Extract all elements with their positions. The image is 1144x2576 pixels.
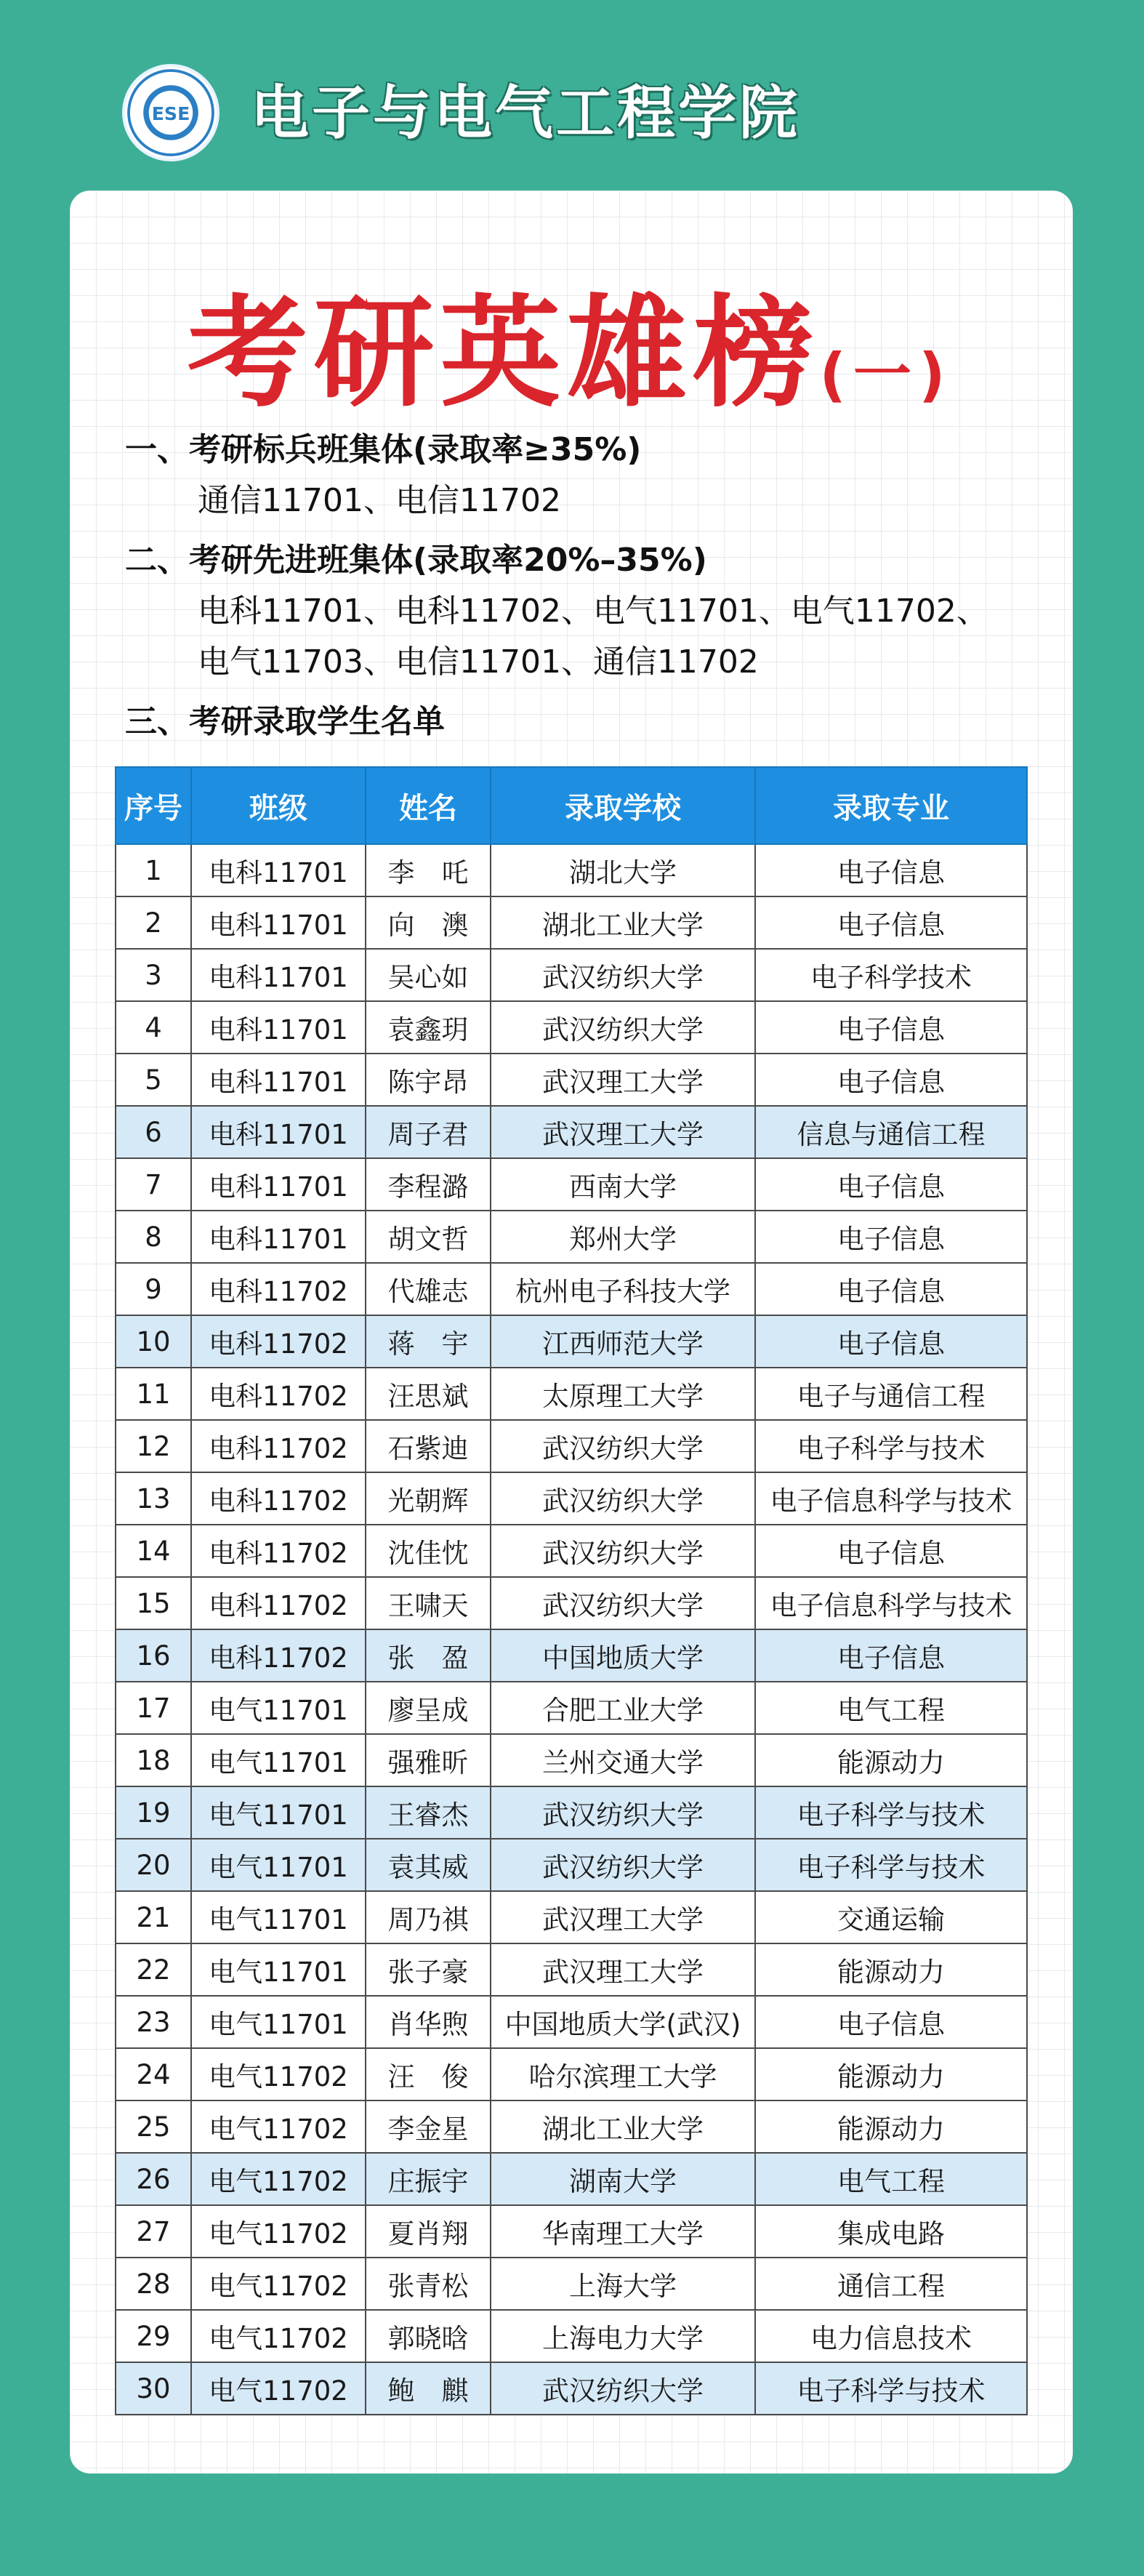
cell-major: 电子信息 (755, 1001, 1027, 1054)
cell-major: 电子信息 (755, 1211, 1027, 1263)
cell-class: 电气11702 (191, 2362, 366, 2415)
cell-school: 上海电力大学 (491, 2310, 755, 2362)
cell-index: 30 (116, 2362, 191, 2415)
cell-major: 电子信息科学与技术 (755, 1577, 1027, 1629)
table-row (116, 1891, 1027, 1943)
table-row (116, 1106, 1027, 1158)
cell-index: 19 (116, 1786, 191, 1839)
table-row (116, 1315, 1027, 1368)
cell-class: 电科11701 (191, 896, 366, 949)
cell-major: 能源动力 (755, 1734, 1027, 1786)
cell-name: 代雄志 (366, 1263, 491, 1315)
section-model-classes (125, 425, 641, 526)
table-row (116, 1211, 1027, 1263)
cell-name: 吴心如 (366, 949, 491, 1001)
table-row (116, 1629, 1027, 1682)
cell-name: 周乃祺 (366, 1891, 491, 1943)
cell-name: 鲍 麒 (366, 2362, 491, 2415)
cell-name: 袁鑫玥 (366, 1001, 491, 1054)
cell-school: 武汉纺织大学 (491, 1420, 755, 1472)
cell-school: 合肥工业大学 (491, 1682, 755, 1734)
cell-class: 电科11701 (191, 949, 366, 1001)
cell-school: 湖北大学 (491, 844, 755, 896)
table-row (116, 1996, 1027, 2048)
cell-class: 电气11702 (191, 2048, 366, 2100)
cell-name: 肖华煦 (366, 1996, 491, 2048)
cell-school: 武汉纺织大学 (491, 2362, 755, 2415)
table-header-row (116, 767, 1027, 844)
cell-index: 4 (116, 1001, 191, 1054)
cell-index: 18 (116, 1734, 191, 1786)
table-row (116, 896, 1027, 949)
cell-name: 王睿杰 (366, 1786, 491, 1839)
cell-class: 电科11702 (191, 1368, 366, 1420)
cell-class: 电科11701 (191, 1106, 366, 1158)
cell-class: 电气11701 (191, 1891, 366, 1943)
cell-index: 25 (116, 2100, 191, 2153)
header-class: 班级 (191, 767, 366, 844)
table-row (116, 1839, 1027, 1891)
cell-school: 武汉理工大学 (491, 1891, 755, 1943)
cell-major: 能源动力 (755, 2048, 1027, 2100)
cell-index: 27 (116, 2205, 191, 2258)
cell-index: 20 (116, 1839, 191, 1891)
header-major: 录取专业 (755, 767, 1027, 844)
table-row (116, 2100, 1027, 2153)
table-row (116, 844, 1027, 896)
cell-name: 陈宇昂 (366, 1054, 491, 1106)
cell-major: 电力信息技术 (755, 2310, 1027, 2362)
cell-major: 电子科学与技术 (755, 2362, 1027, 2415)
cell-school: 武汉理工大学 (491, 1054, 755, 1106)
cell-index: 13 (116, 1472, 191, 1525)
section2-line: 电气11703、电信11701、通信11702 (198, 643, 759, 681)
cell-major: 电子信息 (755, 1263, 1027, 1315)
cell-name: 李金星 (366, 2100, 491, 2153)
cell-class: 电气11702 (191, 2205, 366, 2258)
table-row (116, 1525, 1027, 1577)
cell-class: 电气11701 (191, 1943, 366, 1996)
cell-school: 中国地质大学(武汉) (491, 1996, 755, 2048)
cell-major: 电气工程 (755, 2153, 1027, 2205)
cell-index: 3 (116, 949, 191, 1001)
cell-major: 电子信息 (755, 1525, 1027, 1577)
title-main: 考研英雄榜 (187, 284, 820, 424)
cell-class: 电气11701 (191, 1839, 366, 1891)
table-row (116, 1682, 1027, 1734)
cell-index: 1 (116, 844, 191, 896)
cell-name: 光朝辉 (366, 1472, 491, 1525)
cell-school: 武汉纺织大学 (491, 1525, 755, 1577)
cell-school: 湖南大学 (491, 2153, 755, 2205)
cell-major: 电子信息 (755, 896, 1027, 949)
header-name: 姓名 (366, 767, 491, 844)
cell-school: 武汉理工大学 (491, 1106, 755, 1158)
cell-index: 26 (116, 2153, 191, 2205)
cell-school: 太原理工大学 (491, 1368, 755, 1420)
cell-name: 胡文哲 (366, 1211, 491, 1263)
cell-class: 电气11702 (191, 2310, 366, 2362)
cell-major: 电子信息 (755, 1629, 1027, 1682)
cell-school: 华南理工大学 (491, 2205, 755, 2258)
page-header (0, 0, 1144, 190)
cell-major: 电子与通信工程 (755, 1368, 1027, 1420)
cell-school: 湖北工业大学 (491, 2100, 755, 2153)
cell-class: 电科11702 (191, 1629, 366, 1682)
cell-major: 电子信息 (755, 844, 1027, 896)
cell-name: 廖呈成 (366, 1682, 491, 1734)
cell-index: 12 (116, 1420, 191, 1472)
cell-major: 电子信息 (755, 1315, 1027, 1368)
cell-school: 武汉纺织大学 (491, 1577, 755, 1629)
cell-name: 郭晓晗 (366, 2310, 491, 2362)
table-row (116, 1472, 1027, 1525)
cell-school: 兰州交通大学 (491, 1734, 755, 1786)
cell-class: 电科11702 (191, 1525, 366, 1577)
table-row (116, 1368, 1027, 1420)
cell-name: 沈佳忱 (366, 1525, 491, 1577)
cell-class: 电气11701 (191, 1734, 366, 1786)
cell-major: 电子信息科学与技术 (755, 1472, 1027, 1525)
cell-school: 江西师范大学 (491, 1315, 755, 1368)
cell-index: 14 (116, 1525, 191, 1577)
section-advanced-classes (125, 535, 988, 688)
cell-school: 武汉纺织大学 (491, 1472, 755, 1525)
cell-major: 能源动力 (755, 2100, 1027, 2153)
table-row (116, 1054, 1027, 1106)
section2-line: 电科11701、电科11702、电气11701、电气11702、 (198, 593, 988, 630)
cell-class: 电科11702 (191, 1263, 366, 1315)
cell-class: 电科11702 (191, 1420, 366, 1472)
cell-class: 电科11702 (191, 1472, 366, 1525)
table-row (116, 2362, 1027, 2415)
cell-index: 8 (116, 1211, 191, 1263)
cell-school: 中国地质大学 (491, 1629, 755, 1682)
cell-class: 电气11702 (191, 2153, 366, 2205)
title-suffix: (一) (819, 341, 953, 409)
table-row (116, 1001, 1027, 1054)
cell-class: 电科11701 (191, 1158, 366, 1211)
cell-class: 电科11701 (191, 1211, 366, 1263)
cell-school: 武汉纺织大学 (491, 949, 755, 1001)
cell-name: 夏肖翔 (366, 2205, 491, 2258)
table-row (116, 2048, 1027, 2100)
table-row (116, 2153, 1027, 2205)
cell-major: 交通运输 (755, 1891, 1027, 1943)
cell-major: 电子科学与技术 (755, 1420, 1027, 1472)
table-row (116, 1577, 1027, 1629)
cell-class: 电气11701 (191, 1786, 366, 1839)
table-row (116, 2258, 1027, 2310)
cell-class: 电气11702 (191, 2100, 366, 2153)
table-row (116, 2310, 1027, 2362)
table-row (116, 1943, 1027, 1996)
cell-index: 11 (116, 1368, 191, 1420)
cell-name: 李 吒 (366, 844, 491, 896)
cell-school: 武汉纺织大学 (491, 1839, 755, 1891)
content-panel (70, 190, 1073, 2473)
table-body (116, 844, 1027, 2415)
cell-name: 李程潞 (366, 1158, 491, 1211)
cell-name: 汪思斌 (366, 1368, 491, 1420)
cell-name: 张子豪 (366, 1943, 491, 1996)
section2-heading: 二、考研先进班集体(录取率20%–35%) (125, 542, 707, 579)
cell-name: 袁其威 (366, 1839, 491, 1891)
cell-name: 张 盈 (366, 1629, 491, 1682)
table-row (116, 1786, 1027, 1839)
cell-index: 21 (116, 1891, 191, 1943)
cell-class: 电气11702 (191, 2258, 366, 2310)
cell-index: 23 (116, 1996, 191, 2048)
cell-name: 蒋 宇 (366, 1315, 491, 1368)
cell-index: 22 (116, 1943, 191, 1996)
cell-major: 电子信息 (755, 1158, 1027, 1211)
cell-major: 电子信息 (755, 1996, 1027, 2048)
table-row (116, 1158, 1027, 1211)
header-school: 录取学校 (491, 767, 755, 844)
cell-major: 电子科学与技术 (755, 1839, 1027, 1891)
cell-major: 电子科学与技术 (755, 1786, 1027, 1839)
table-row (116, 1734, 1027, 1786)
header-index: 序号 (116, 767, 191, 844)
section-student-list (125, 697, 445, 747)
cell-index: 16 (116, 1629, 191, 1682)
school-name: 电子与电气工程学院 (251, 79, 800, 147)
cell-index: 9 (116, 1263, 191, 1315)
table-row (116, 1263, 1027, 1315)
cell-major: 电子科学技术 (755, 949, 1027, 1001)
cell-class: 电气11701 (191, 1996, 366, 2048)
cell-school: 上海大学 (491, 2258, 755, 2310)
cell-class: 电科11702 (191, 1315, 366, 1368)
logo-text: ESE (151, 103, 190, 125)
cell-major: 信息与通信工程 (755, 1106, 1027, 1158)
cell-major: 通信工程 (755, 2258, 1027, 2310)
cell-name: 石紫迪 (366, 1420, 491, 1472)
cell-class: 电科11701 (191, 844, 366, 896)
cell-index: 29 (116, 2310, 191, 2362)
cell-name: 汪 俊 (366, 2048, 491, 2100)
cell-class: 电科11701 (191, 1001, 366, 1054)
section1-line: 通信11701、电信11702 (198, 482, 561, 519)
cell-class: 电科11702 (191, 1577, 366, 1629)
cell-index: 10 (116, 1315, 191, 1368)
table-row (116, 2205, 1027, 2258)
cell-index: 17 (116, 1682, 191, 1734)
cell-name: 周子君 (366, 1106, 491, 1158)
cell-school: 武汉理工大学 (491, 1943, 755, 1996)
cell-school: 武汉纺织大学 (491, 1001, 755, 1054)
cell-major: 电子信息 (755, 1054, 1027, 1106)
cell-index: 15 (116, 1577, 191, 1629)
cell-name: 强雅昕 (366, 1734, 491, 1786)
admission-table (115, 766, 1028, 2415)
cell-index: 2 (116, 896, 191, 949)
cell-name: 张青松 (366, 2258, 491, 2310)
cell-major: 电气工程 (755, 1682, 1027, 1734)
main-title (177, 281, 962, 427)
cell-index: 6 (116, 1106, 191, 1158)
section3-heading: 三、考研录取学生名单 (125, 703, 445, 740)
cell-index: 7 (116, 1158, 191, 1211)
cell-school: 哈尔滨理工大学 (491, 2048, 755, 2100)
cell-class: 电气11701 (191, 1682, 366, 1734)
cell-name: 向 澳 (366, 896, 491, 949)
cell-major: 能源动力 (755, 1943, 1027, 1996)
section1-heading: 一、考研标兵班集体(录取率≥35%) (125, 431, 642, 468)
cell-school: 武汉纺织大学 (491, 1786, 755, 1839)
cell-school: 杭州电子科技大学 (491, 1263, 755, 1315)
cell-class: 电科11701 (191, 1054, 366, 1106)
cell-index: 24 (116, 2048, 191, 2100)
cell-index: 28 (116, 2258, 191, 2310)
school-logo (122, 64, 219, 161)
cell-name: 庄振宇 (366, 2153, 491, 2205)
cell-index: 5 (116, 1054, 191, 1106)
school-emblem-icon (125, 67, 217, 159)
cell-name: 王啸天 (366, 1577, 491, 1629)
cell-school: 西南大学 (491, 1158, 755, 1211)
table-row (116, 1420, 1027, 1472)
cell-school: 湖北工业大学 (491, 896, 755, 949)
table-row (116, 949, 1027, 1001)
cell-major: 集成电路 (755, 2205, 1027, 2258)
cell-school: 郑州大学 (491, 1211, 755, 1263)
